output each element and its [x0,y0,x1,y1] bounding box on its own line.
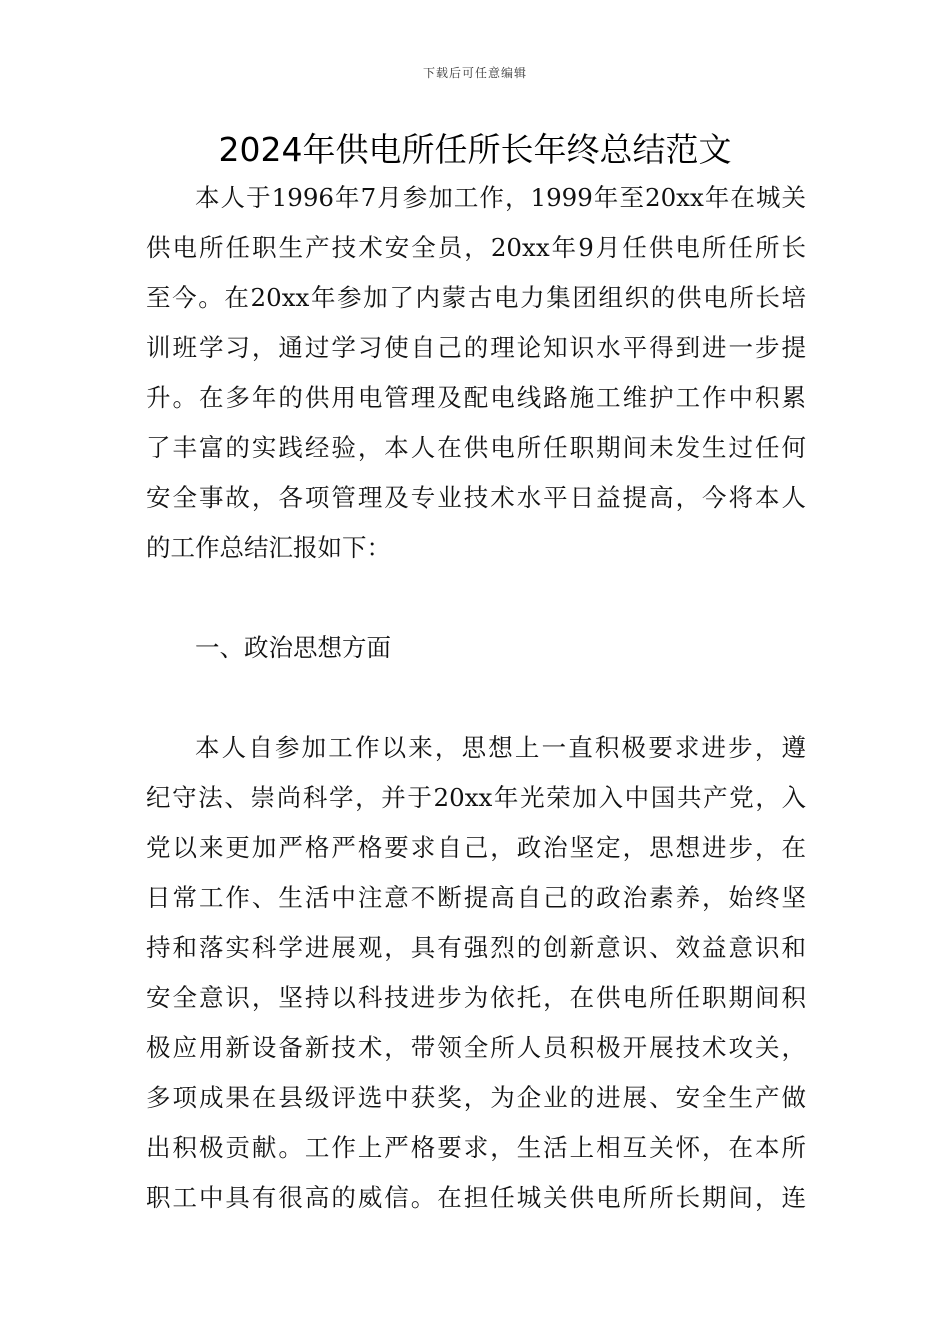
text-line: 安全意识，坚持以科技进步为依托，在供电所任职期间积 [146,983,806,1012]
text-line: 本人于1996年7月参加工作，1999年至20xx年在城关 [195,183,806,212]
text-line: 了丰富的实践经验，本人在供电所任职期间未发生过任何 [146,433,806,462]
text-line: 出积极贡献。工作上严格要求，生活上相互关怀，在本所 [146,1133,806,1162]
text-line: 党以来更加严格严格要求自己，政治坚定，思想进步，在 [146,833,806,862]
text-line: 极应用新设备新技术，带领全所人员积极开展技术攻关， [146,1033,806,1062]
text-line: 升。在多年的供用电管理及配电线路施工维护工作中积累 [146,383,806,412]
section-heading-text: 一、政治思想方面 [195,633,391,662]
text-line: 至今。在20xx年参加了内蒙古电力集团组织的供电所长培 [146,283,806,312]
text-line: 本人自参加工作以来，思想上一直积极要求进步，遵 [195,733,806,762]
document-title: 2024年供电所任所长年终总结范文 [218,130,732,169]
text-line: 日常工作、生活中注意不断提高自己的政治素养，始终坚 [146,883,806,912]
page-header-note: 下载后可任意编辑 [422,66,527,80]
text-line: 训班学习，通过学习使自己的理论知识水平得到进一步提 [146,333,806,362]
text-line: 多项成果在县级评选中获奖，为企业的进展、安全生产做 [146,1083,806,1112]
text-line: 的工作总结汇报如下： [146,533,391,562]
text-line: 纪守法、崇尚科学，并于20xx年光荣加入中国共产党，入 [146,783,806,812]
text-line: 安全事故，各项管理及专业技术水平日益提高，今将本人 [146,483,806,512]
text-line: 供电所任职生产技术安全员，20xx年9月任供电所任所长 [146,233,806,262]
text-line: 职工中具有很高的威信。在担任城关供电所所长期间，连 [146,1183,806,1212]
text-line: 持和落实科学进展观，具有强烈的创新意识、效益意识和 [146,933,806,962]
